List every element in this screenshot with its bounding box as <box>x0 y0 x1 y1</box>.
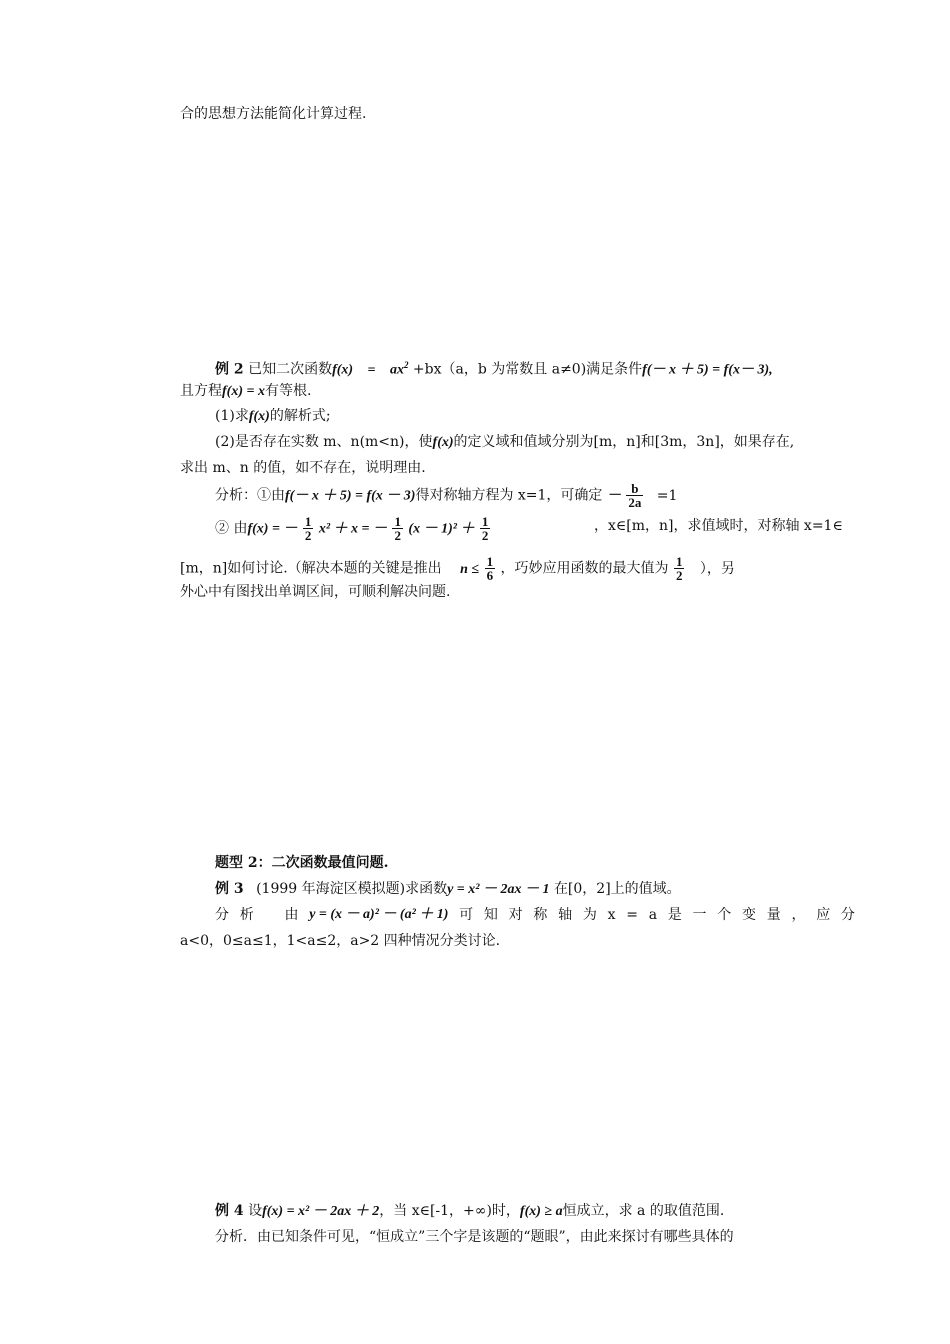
denominator: 2a <box>628 495 642 510</box>
example-2-analysis-3 <box>180 555 735 582</box>
example-label: 例 4 <box>215 1203 244 1219</box>
fraction-b-over-2a <box>627 482 642 509</box>
fraction-half <box>675 555 684 582</box>
text: 析 <box>239 907 254 923</box>
formula: f(x) <box>248 409 270 424</box>
formula: (x － 1)² ＋ <box>408 521 475 537</box>
formula: f(－ x ＋ 5) = f(x － 3) <box>285 488 416 504</box>
example-2-line-1 <box>215 354 773 382</box>
numerator: 1 <box>486 554 494 569</box>
denominator: 6 <box>486 568 494 583</box>
example-3-analysis <box>215 904 855 926</box>
text: ， <box>791 907 806 923</box>
text: 是 <box>667 907 682 923</box>
text: 应 <box>816 907 831 923</box>
formula: f(x) <box>332 362 354 378</box>
example-2-question-2-cont: 求出 m、n 的值，如不存在，说明理由. <box>180 460 426 476</box>
fraction-half <box>481 515 490 542</box>
text: (2)是否存在实数 m、n(m<n)，使 <box>215 434 433 450</box>
numerator: 1 <box>304 514 312 529</box>
example-2-analysis-4: 外心中有图找出单调区间，可顺利解决问题. <box>180 584 451 600</box>
text: 分 <box>840 907 855 923</box>
text: 已知二次函数 <box>248 361 333 378</box>
formula: f(x) = x <box>222 384 265 399</box>
formula: x² ＋ x = － <box>318 521 388 537</box>
text: 变 <box>741 907 756 923</box>
formula: f(x) ≥ a <box>519 1204 563 1219</box>
text: 有等根. <box>264 383 312 399</box>
formula: f(－ x ＋ 5) = f(x－ 3), <box>642 362 773 378</box>
numerator: 1 <box>481 514 489 529</box>
numerator: 1 <box>675 554 683 569</box>
text: = <box>626 907 638 923</box>
text: 的定义域和值域分别为[m，n]和[3m，3n]，如果存在, <box>453 434 795 450</box>
text: +bx（a，b 为常数且 a≠0)满足条件 <box>412 361 643 378</box>
text: 恒成立，求 a 的取值范围. <box>562 1203 725 1219</box>
text: ，当 x∈[-1，+∞)时， <box>379 1203 520 1219</box>
numerator: b <box>631 481 639 496</box>
formula: ax <box>389 362 404 378</box>
fraction-half <box>304 515 313 542</box>
example-2-question-2 <box>215 431 794 454</box>
text: (1999 年海淀区模拟题)求函数 <box>256 881 448 897</box>
example-4-analysis: 分析．由已知条件可见，“恒成立”三个字是该题的“题眼”，由此来探讨有哪些具体的 <box>215 1229 734 1245</box>
text: 设 <box>248 1203 263 1219</box>
text: a <box>648 907 658 923</box>
example-2-analysis-1 <box>215 482 677 509</box>
text: 得对称轴方程为 x=1，可确定 <box>415 487 603 504</box>
paragraph-line: 合的思想方法能简化计算过程. <box>180 106 367 122</box>
example-label: 例 3 <box>215 881 244 897</box>
example-2-line-2 <box>180 380 311 403</box>
denominator: 2 <box>394 528 401 543</box>
text: 且方程 <box>180 383 222 399</box>
formula: － <box>606 488 621 504</box>
text: =1 <box>656 487 678 504</box>
exponent: 2 <box>403 360 409 370</box>
formula: y = x² － 2ax － 1 <box>447 882 550 897</box>
justified-line <box>215 904 855 926</box>
denominator: 2 <box>481 528 489 543</box>
text: (1)求 <box>215 408 249 424</box>
example-3-analysis-cont: a<0，0≤a≤1，1<a≤2，a>2 四种情况分类讨论. <box>180 933 501 949</box>
text: x <box>607 907 616 923</box>
numerator: 1 <box>394 514 401 529</box>
example-2-analysis-2-right: ，x∈[m，n]，求值域时，对称轴 x=1∈ <box>594 518 843 534</box>
text: ，巧妙应用函数的最大值为 <box>500 560 669 577</box>
text: 对 <box>508 907 523 923</box>
text: 分 <box>215 907 229 923</box>
denominator: 2 <box>304 528 312 543</box>
text: 知 <box>483 907 498 923</box>
text: 一 <box>692 907 707 923</box>
text: 分析：①由 <box>215 487 285 504</box>
formula: f(x) <box>432 435 454 450</box>
section-heading: 题型 2：二次函数最值问题. <box>215 855 389 871</box>
example-2-question-1 <box>215 405 331 428</box>
text: 量 <box>766 907 781 923</box>
example-2-analysis-2 <box>215 515 491 542</box>
text: 在[0，2]上的值域。 <box>553 881 681 897</box>
text: 可 <box>459 907 474 923</box>
fraction-one-sixth <box>486 555 495 582</box>
example-4-line-1 <box>215 1200 724 1223</box>
text: ② 由 <box>215 520 248 537</box>
text: [m，n]如何讨论.（解决本题的关键是推出 <box>180 560 442 577</box>
text: 轴 <box>558 907 573 923</box>
formula: y = (x － a)² － (a² ＋ 1) <box>309 907 449 922</box>
text: 称 <box>533 907 548 923</box>
text: 个 <box>717 907 732 923</box>
example-3-line-1 <box>215 878 681 901</box>
text: 的解析式; <box>269 408 331 424</box>
formula: f(x) = － <box>247 521 298 537</box>
formula: = <box>367 362 376 378</box>
text: 由 <box>284 907 299 923</box>
fraction-half <box>393 515 402 542</box>
formula: f(x) = x² － 2ax ＋ 2 <box>262 1204 380 1219</box>
example-label: 例 2 <box>215 361 244 378</box>
formula: n ≤ <box>460 561 480 577</box>
denominator: 2 <box>675 568 683 583</box>
text: 为 <box>582 907 597 923</box>
text: ），另 <box>699 560 735 577</box>
